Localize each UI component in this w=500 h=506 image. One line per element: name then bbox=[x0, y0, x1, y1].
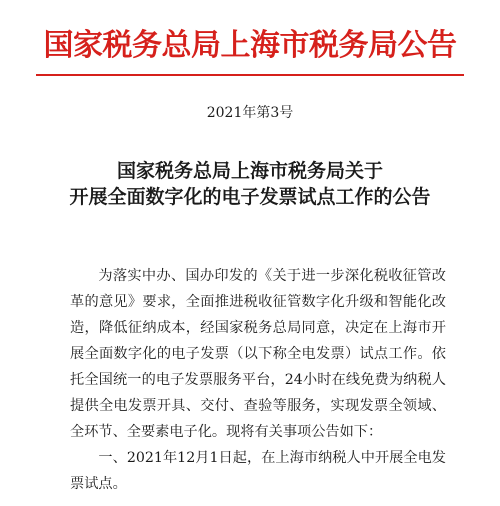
document-number: 2021年第3号 bbox=[206, 105, 294, 121]
paragraph-item-1: 一、2021年12月1日起，在上海市纳税人中开展全电发票试点。 bbox=[70, 450, 446, 492]
document-body bbox=[70, 263, 446, 497]
document-title bbox=[0, 158, 500, 210]
document-title-line-1: 国家税务总局上海市税务局关于 bbox=[116, 160, 383, 182]
header-title: 国家税务总局上海市税务局公告 bbox=[43, 28, 457, 63]
paragraph-intro: 为落实中办、国办印发的《关于进一步深化税收征管改革的意见》要求，全面推进税收征管数字化升级和智能化改造，降低征纳成本，经国家税务总局同意，决定在上海市开展全面数字化的电子发票（以下称全电发票）试点工作。依托全国统一的电子发票服务平台，24小时在线免费为纳税人提供全电发票开具、交付、查验等服务，实现发票全领域、全环节、全要素电子化。现将有关事项公告如下： bbox=[70, 268, 446, 440]
header-divider bbox=[36, 74, 464, 76]
document-title-line-2: 开展全面数字化的电子发票试点工作的公告 bbox=[69, 186, 431, 208]
